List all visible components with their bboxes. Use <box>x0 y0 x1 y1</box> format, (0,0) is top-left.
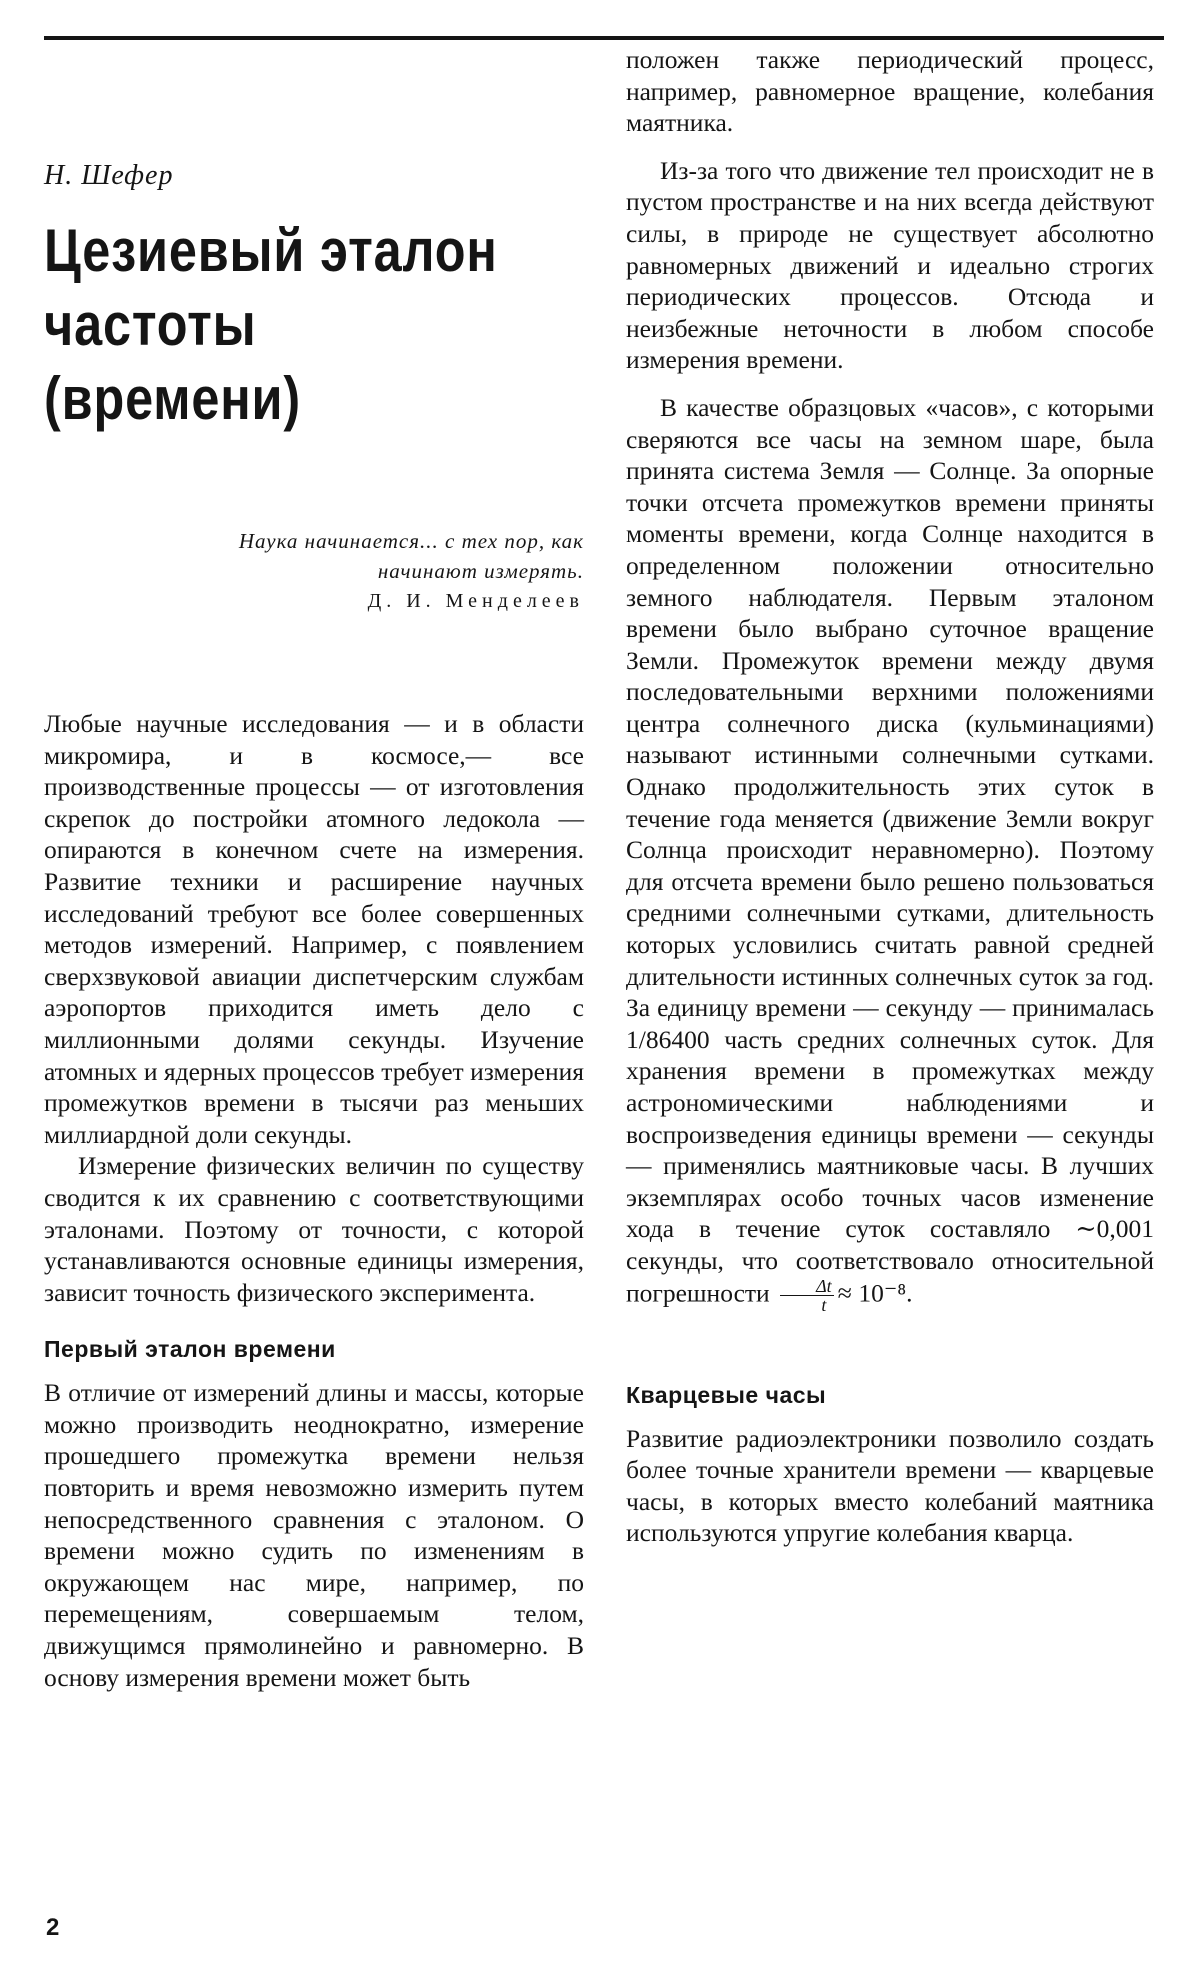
paragraph-measurement: Измерение физических величин по существу сводится к их сравнению с соответствующими эталонами. Поэтому от точности, с которой устанавливаются основные единицы измерения, зависит точность физического эксперимента. <box>44 1151 584 1307</box>
paragraph-earth-sun-system <box>626 392 1154 1314</box>
formula-numerator: Δt <box>780 1277 834 1296</box>
paragraph-intro: Любые научные исследования — и в области микромира, и в космосе,— все производственные процессы — от изготовления скрепок до постройки атомного ледокола — опираются в конечном счете на измерения. Развитие техники и расширение научных исследований требуют все более совершенных методов измерений. Например, с появлением сверхзвуковой авиации диспетчерским службам аэропортов приходится иметь дело с миллионными долями секунды. Изучение атомных и ядерных процессов требует измерения промежутков времени в тысячи раз меньших миллиардной доли секунды. <box>44 709 584 1149</box>
epigraph-quote-line-2: начинают измерять. <box>377 559 584 583</box>
top-rule <box>44 36 1164 40</box>
right-column <box>626 44 1154 1549</box>
article-title <box>44 214 565 436</box>
paragraph-time-measurement: В отличие от измерений длины и массы, которые можно производить неоднократно, измерение прошедшего промежутка времени нельзя повторить и время невозможно измерить путем непосредственного сравнения с эталоном. О времени можно судить по изменениям в окружающем нас мире, например, по перемещениям, совершаемым телом, движущимся прямолинейно и равномерно. В основу измерения времени может быть <box>44 1378 584 1692</box>
section-heading-quartz-clocks: Кварцевые часы <box>626 1381 827 1408</box>
epigraph <box>44 526 584 616</box>
title-line-3: (времени) <box>44 365 302 432</box>
left-column <box>44 160 584 1693</box>
epigraph-quote-line-1: Наука начинается... с тех пор, как <box>238 529 584 553</box>
formula-approx-sign: ≈ <box>837 1277 852 1307</box>
paragraph-quartz: Развитие радиоэлектроники позволило создать более точные хранители времени — кварцевые часы, в которых вместо колебаний маятника используются упругие колебания кварца. <box>626 1423 1154 1548</box>
title-line-2: частоты <box>44 291 257 358</box>
section-heading-first-standard: Первый эталон времени <box>44 1336 336 1363</box>
formula-value: 10⁻⁸. <box>858 1277 913 1307</box>
author-name: Н. Шефер <box>44 160 174 191</box>
paragraph-motion: Из-за того что движение тел происходит не в пустом пространстве и на них всегда действуют силы, в природе не существует абсолютно равномерных движений и идеально строгих периодических процессов. Отсюда и неизбежные неточности в любом способе измерения времени. <box>626 155 1154 375</box>
formula-fraction <box>780 1277 834 1314</box>
paragraph-earth-sun-text: В качестве образцовых «часов», с которыми сверяются все часы на земном шаре, была принята система Земля — Солнце. За опорные точки отсчета промежутков времени приняты моменты времени, когда Солнце находится в определенном положении относительно земного наблюдателя. Первым эталоном времени было выбрано суточное вращение Земли. Промежуток времени между двумя последовательными верхними положениями центра солнечного диска (кульминациями) называют истинными солнечными сутками. Однако продолжительность этих суток в течение года меняется (движение Земли вокруг Солнца происходит неравномерно). Поэтому для отсчета времени было решено пользоваться средними солнечными сутками, длительность которых условились считать равной средней длительности истинных солнечных суток за год. За единицу времени — секунду — принималась 1/86400 часть средних солнечных суток. Для хранения времени в промежутках между астрономическими наблюдениями и воспроизведения единицы времени — секунды — применялись маятниковые часы. В лучших экземплярах особо точных часов изменение хода в течение суток составляло ∼0,001 секунды, что соответствовало относительной погрешности <box>626 392 1154 1307</box>
page-number: 2 <box>46 1914 60 1941</box>
epigraph-attribution: Д. И. Менделеев <box>367 590 584 612</box>
title-line-1: Цезиевый эталон <box>44 217 498 284</box>
formula-denominator: t <box>821 1294 827 1315</box>
paragraph-continued: положен также периодический процесс, например, равномерное вращение, колебания маятника. <box>626 45 1154 138</box>
